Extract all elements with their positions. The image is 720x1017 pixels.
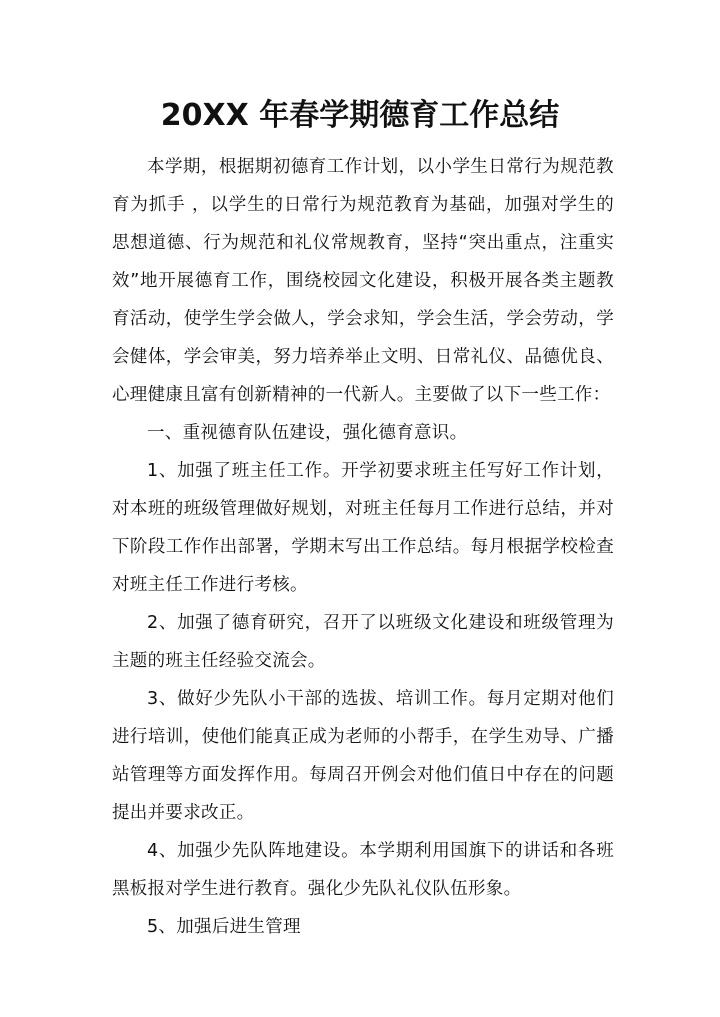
item-paragraph-3: 3、做好少先队小干部的选拔、培训工作。每月定期对他们进行培训，使他们能真正成为老师的小帮手，在学生劝导、广播站管理等方面发挥作用。每周召开例会对他们值日中存在的问题提出并要求改正。 (112, 689, 614, 823)
item-paragraph-4: 4、加强少先队阵地建设。本学期利用国旗下的讲话和各班黑板报对学生进行教育。强化少先队礼仪队伍形象。 (112, 841, 614, 899)
item-paragraph-1: 1、加强了班主任工作。开学初要求班主任写好工作计划，对本班的班级管理做好规划，对班主任每月工作进行总结，并对下阶段工作作出部署，学期末写出工作总结。每月根据学校检查对班主任工作进行考核。 (112, 461, 614, 595)
document-body (112, 148, 614, 946)
section-heading-1: 一、重视德育队伍建设，强化德育意识。 (147, 423, 468, 443)
intro-paragraph: 本学期，根据期初德育工作计划，以小学生日常行为规范教育为抓手 ，以学生的日常行为规范教育为基础，加强对学生的思想道德、行为规范和礼仪常规教育，坚持“突出重点，注重实效”地开展德育工作，围绕校园文化建设，积极开展各类主题教育活动，使学生学会做人，学会求知，学会生活，学会劳动，学会健体，学会审美，努力培养举止文明、日常礼仪、品德优良、心理健康且富有创新精神的一代新人。主要做了以下一些工作： (112, 157, 614, 405)
document-title: 20XX 年春学期德育工作总结 (160, 98, 560, 133)
item-paragraph-2: 2、加强了德育研究，召开了以班级文化建设和班级管理为主题的班主任经验交流会。 (112, 613, 614, 671)
item-paragraph-5: 5、加强后进生管理 (147, 917, 301, 937)
